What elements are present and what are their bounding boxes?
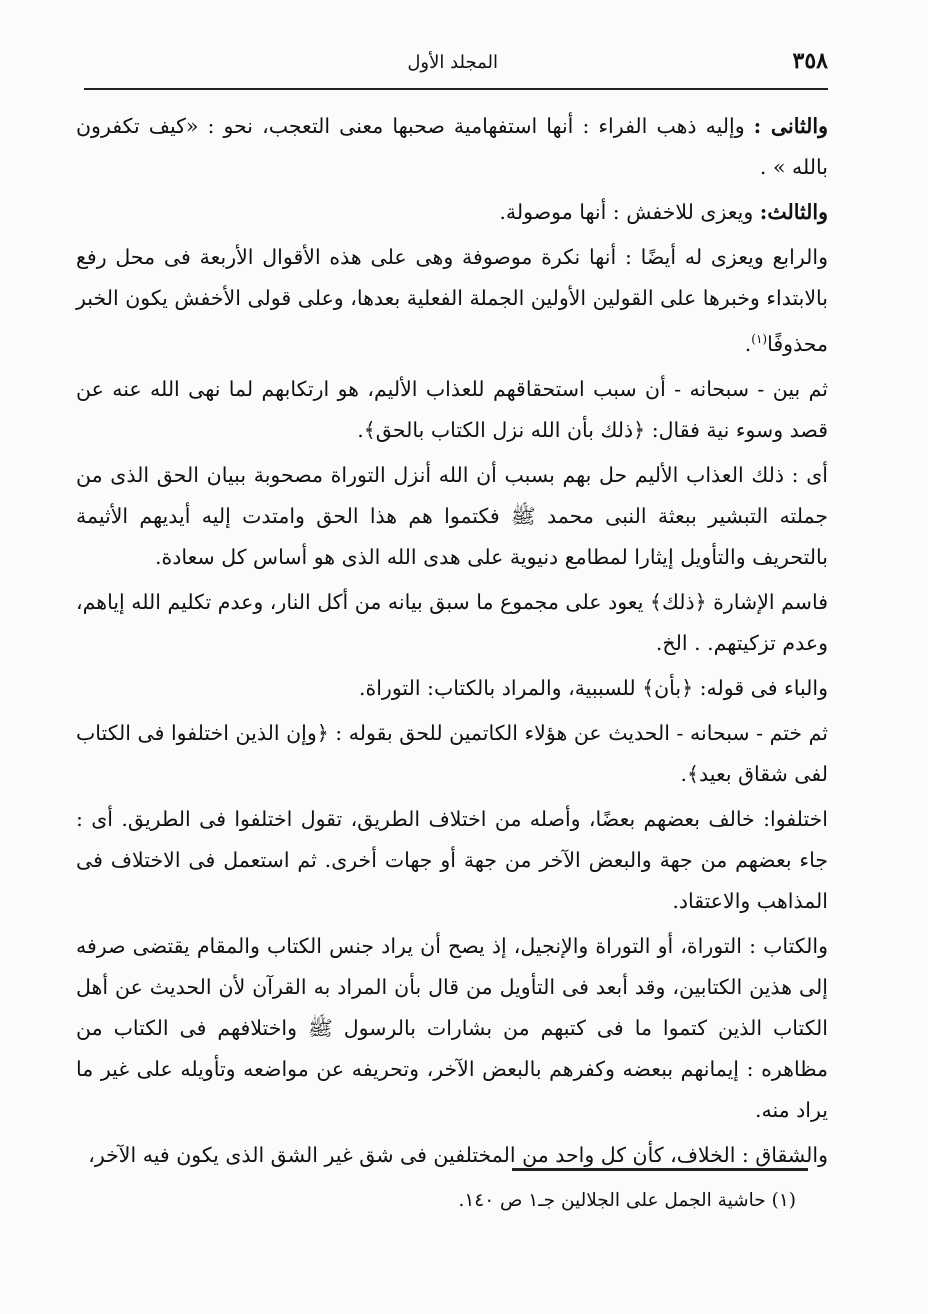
paragraph [76, 106, 828, 188]
paragraph [76, 455, 828, 578]
footnote-marker: (١) [751, 332, 768, 346]
paragraph-text: اختلفوا: خالف بعضهم بعضًا، وأصله من اختلاف الطريق، تقول اختلفوا فى الطريق. أى : جاء بعضهم من جهة والبعض الآخر من جهة أو جهات أخرى. ثم استعمل فى الاختلاف فى المذاهب والاعتقاد. [76, 806, 828, 913]
paragraph-text: والكتاب : التوراة، أو التوراة والإنجيل، إذ يصح أن يراد جنس الكتاب والمقام يقتضى صرفه إلى هذين الكتابين، وقد أبعد فى التأويل من قال بأن المراد به القرآن لأن الحديث عن أهل الكتاب الذين كتموا ما فى كتبهم من بشارات بالرسول ﷺ واختلافهم فى الكتاب من مظاهره : إيمانهم ببعضه وكفرهم بالبعض الآخر، وتحريفه عن مواضعه وتأويله على غير ما يراد منه. [76, 933, 828, 1122]
body-text [76, 106, 828, 1180]
page-number: ٣٥٨ [792, 48, 828, 74]
paragraph-text: أى : ذلك العذاب الأليم حل بهم بسبب أن الله أنزل التوراة مصحوبة ببيان الحق الذى من جملته التبشير ببعثة النبى محمد ﷺ فكتموا هم هذا الحق وامتدت إليه أيديهم الأثيمة بالتحريف والتأويل إيثارا لمطامع دنيوية على هدى الله الذى هو أساس كل سعادة. [76, 462, 828, 569]
paragraph [76, 192, 828, 233]
paragraph-text: وإليه ذهب الفراء : أنها استفهامية صحبها معنى التعجب، نحو : «كيف تكفرون بالله » . [76, 114, 828, 179]
paragraph-text: ثم بين - سبحانه - أن سبب استحقاقهم للعذاب الأليم، هو ارتكابهم لما نهى الله عنه عن قصد وسوء نية فقال: ﴿ذلك بأن الله نزل الكتاب بالحق﴾. [76, 376, 828, 442]
footnote: (١) حاشية الجمل على الجلالين جـ١ ص ١٤٠. [458, 1190, 796, 1211]
paragraph-text: والرابع ويعزى له أيضًا : أنها نكرة موصوفة وهى على هذه الأقوال الأربعة فى محل رفع بالابتداء وخبرها على القولين الأولين الجملة الفعلية بعدها، وعلى قولى الأخفش يكون الخبر محذوفًا [76, 245, 828, 356]
paragraph [76, 237, 828, 365]
paragraph-text: ثم ختم - سبحانه - الحديث عن هؤلاء الكاتمين للحق بقوله : ﴿وإن الذين اختلفوا فى الكتاب لفى شقاق بعيد﴾. [76, 720, 828, 786]
paragraph-lead: والثانى : [753, 114, 828, 138]
footnote-rule [512, 1168, 808, 1171]
paragraph [76, 582, 828, 664]
volume-title: المجلد الأول [407, 52, 498, 73]
paragraph [76, 713, 828, 795]
header-rule [84, 88, 828, 90]
paragraph-text: ويعزى للاخفش : أنها موصولة. [499, 200, 760, 224]
paragraph [76, 369, 828, 451]
paragraph-text: والشقاق : الخلاف، كأن كل واحد من المختلفين فى شق غير الشق الذى يكون فيه الآخر، [88, 1142, 828, 1167]
paragraph-lead: والثالث: [759, 200, 828, 224]
paragraph-text: فاسم الإشارة ﴿ذلك﴾ يعود على مجموع ما سبق بيانه من أكل النار، وعدم تكليم الله إياهم، وعدم تزكيتهم. . الخ. [76, 589, 828, 655]
running-header [80, 46, 828, 86]
paragraph [76, 668, 828, 709]
paragraph [76, 799, 828, 922]
paragraph [76, 926, 828, 1131]
paragraph-tail: . [744, 331, 752, 356]
paragraph-text: والباء فى قوله: ﴿بأن﴾ للسببية، والمراد بالكتاب: التوراة. [358, 675, 828, 700]
